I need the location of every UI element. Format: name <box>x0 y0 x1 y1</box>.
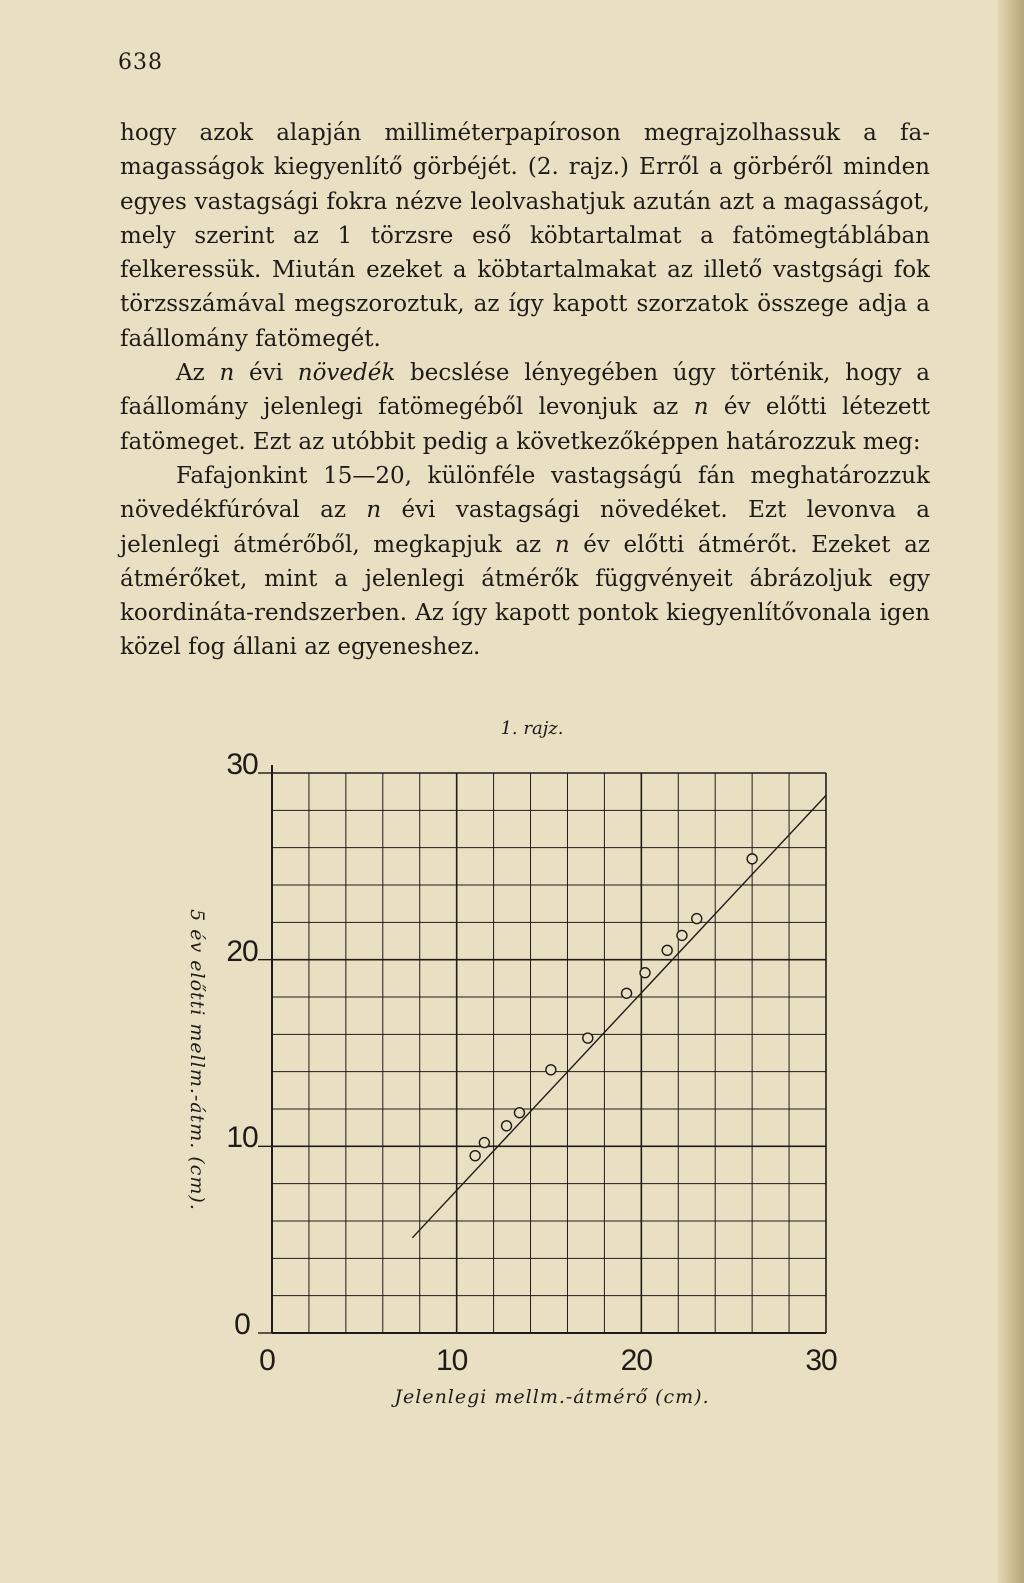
paragraph <box>120 459 930 665</box>
italic-text: n <box>693 394 709 421</box>
fit-line <box>412 795 826 1237</box>
data-point <box>677 930 687 940</box>
data-point <box>546 1065 556 1075</box>
x-tick-label: 30 <box>805 1344 837 1377</box>
page-number: 638 <box>118 50 163 75</box>
y-axis-label: 5 év előtti mellm.-átm. (cm). <box>186 909 208 1211</box>
text-segment: Az <box>176 360 220 387</box>
data-point <box>470 1151 480 1161</box>
data-point <box>692 914 702 924</box>
text-segment: becslése lényegében úgy történik, hogy a faállomány jelenlegi fatömegéből levonjuk az <box>120 360 931 421</box>
chart <box>0 740 1024 1420</box>
text-segment: év előtti létezett fatömeget. Ezt az utóbbit pedig a következőképpen határozzuk meg: <box>120 394 931 455</box>
x-tick-label: 10 <box>435 1344 468 1377</box>
data-point <box>662 945 672 955</box>
italic-text: n <box>219 360 235 387</box>
paragraph <box>120 356 930 459</box>
data-point <box>640 968 650 978</box>
y-tick-label: 0 <box>234 1308 250 1341</box>
text-segment: év előtti átmérőt. Ezeket az átmérőket, mint a jelenlegi átmérők függvényeit ábrázoljuk egy koordináta-rendszerben. Az így kapott pontok kiegyenlítővonala igen közel fog állani az egyeneshez. <box>120 531 930 661</box>
italic-text: n <box>554 531 570 558</box>
x-axis-label: Jelenlegi mellm.-átmérő (cm). <box>394 1386 710 1408</box>
body-text <box>120 116 930 665</box>
data-point <box>479 1138 489 1148</box>
text-segment: hogy azok alapján milliméterpapíroson megrajzolhassuk a famagasságok kiegyenlítő görbéjét. (2. rajz.) Erről a görbéről minden egyes vastagsági fokra nézve leolvashatjuk azután azt a magasságot, mely szerint az 1 törzsre eső köbtartalmat a fatömegtáblában felkeressük. Miután ezeket a köbtartalmakat az illető vastgsági fok törzsszámával megszoroztuk, az így kapott szorzatok összege adja a faállomány fatömegét. <box>120 120 930 352</box>
y-tick-label: 20 <box>226 934 258 968</box>
paragraph <box>120 116 930 356</box>
figure-caption: 1. rajz. <box>500 718 564 739</box>
data-point <box>502 1121 512 1131</box>
chart-canvas <box>0 740 1024 1420</box>
text-segment: évi vastagsági növedéket. Ezt levonva a jelenlegi átmérőből, megkapjuk az <box>120 497 930 558</box>
italic-text: n <box>366 497 382 524</box>
x-tick-label: 20 <box>620 1344 653 1377</box>
data-point <box>747 854 757 864</box>
y-tick-label: 10 <box>226 1121 258 1155</box>
data-point <box>514 1108 524 1118</box>
y-tick-label: 30 <box>226 748 258 781</box>
x-tick-label: 0 <box>259 1344 275 1377</box>
data-point <box>583 1033 593 1043</box>
text-segment: évi <box>234 360 298 387</box>
data-point <box>622 988 632 998</box>
text-segment: Fafajonkint 15—20, különféle vastagságú fán meghatározzuk növedékfúróval az <box>120 462 930 524</box>
italic-text: növedék <box>297 360 396 387</box>
